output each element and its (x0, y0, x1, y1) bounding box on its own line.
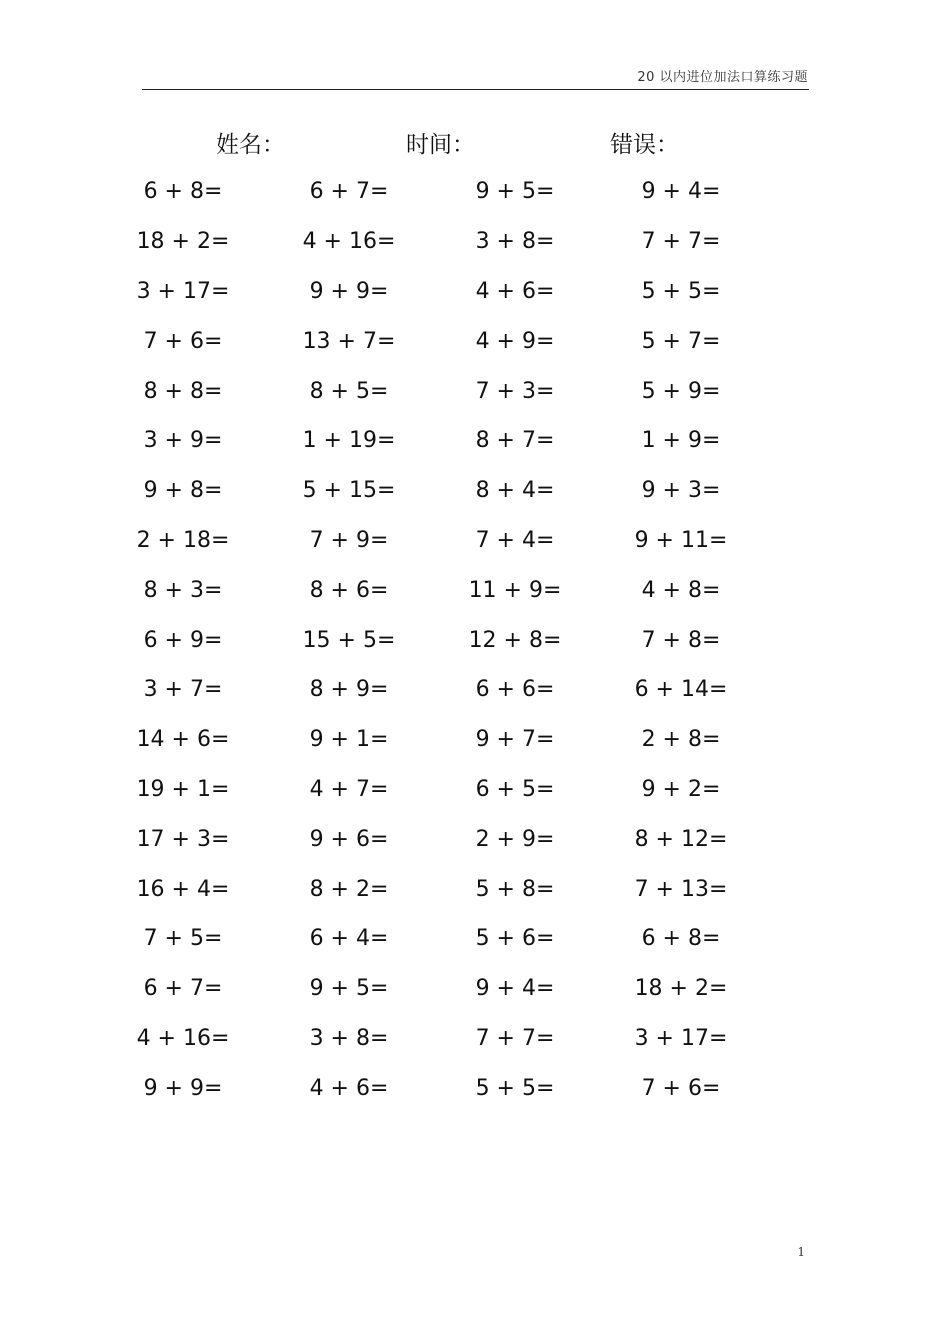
problem-item: 9 + 5= (475, 179, 555, 205)
problem-item: 4 + 7= (309, 776, 389, 802)
problem-item: 11 + 9= (468, 577, 562, 603)
problem-item: 5 + 8= (475, 876, 555, 902)
problem-item: 5 + 9= (641, 378, 721, 404)
problem-item: 6 + 7= (143, 976, 223, 1002)
problem-item: 3 + 7= (143, 677, 223, 703)
problem-item: 4 + 8= (641, 577, 721, 603)
problem-item: 6 + 8= (641, 926, 721, 952)
problem-item: 9 + 9= (309, 278, 389, 304)
problem-row (100, 217, 764, 267)
problem-row (100, 765, 764, 815)
problem-row (100, 167, 764, 217)
problem-item: 8 + 4= (475, 478, 555, 504)
problem-item: 14 + 6= (136, 727, 230, 753)
problem-item: 6 + 8= (143, 179, 223, 205)
problem-grid (100, 167, 764, 1113)
problem-item: 8 + 7= (475, 428, 555, 454)
header-title: 20 以内进位加法口算练习题 (637, 70, 808, 85)
problem-item: 7 + 7= (475, 1025, 555, 1051)
problem-row (100, 864, 764, 914)
problem-item: 9 + 2= (641, 776, 721, 802)
problem-item: 5 + 7= (641, 328, 721, 354)
problem-item: 8 + 3= (143, 577, 223, 603)
problem-item: 6 + 9= (143, 627, 223, 653)
problem-item: 2 + 8= (641, 727, 721, 753)
problem-item: 8 + 8= (143, 378, 223, 404)
problem-item: 4 + 9= (475, 328, 555, 354)
problem-item: 4 + 6= (475, 278, 555, 304)
problem-item: 9 + 5= (309, 976, 389, 1002)
problem-item: 3 + 9= (143, 428, 223, 454)
problem-item: 6 + 4= (309, 926, 389, 952)
problem-row (100, 814, 764, 864)
problem-item: 7 + 9= (309, 527, 389, 553)
problem-row (100, 615, 764, 665)
problem-item: 2 + 18= (136, 527, 230, 553)
problem-item: 4 + 16= (136, 1025, 230, 1051)
problem-item: 8 + 5= (309, 378, 389, 404)
problem-item: 7 + 3= (475, 378, 555, 404)
problem-item: 5 + 15= (302, 478, 396, 504)
problem-item: 3 + 8= (309, 1025, 389, 1051)
problem-item: 13 + 7= (302, 328, 396, 354)
problem-item: 5 + 6= (475, 926, 555, 952)
problem-item: 7 + 5= (143, 926, 223, 952)
problem-item: 9 + 3= (641, 478, 721, 504)
problem-item: 3 + 17= (634, 1025, 728, 1051)
problem-item: 7 + 7= (641, 229, 721, 255)
problem-item: 17 + 3= (136, 826, 230, 852)
problem-row (100, 267, 764, 317)
problem-item: 18 + 2= (634, 976, 728, 1002)
problem-row (100, 316, 764, 366)
problem-item: 7 + 6= (641, 1075, 721, 1101)
problem-item: 9 + 4= (475, 976, 555, 1002)
problem-item: 7 + 6= (143, 328, 223, 354)
problem-item: 15 + 5= (302, 627, 396, 653)
problem-row (100, 964, 764, 1014)
problem-item: 6 + 7= (309, 179, 389, 205)
problem-item: 7 + 13= (634, 876, 728, 902)
problem-item: 9 + 9= (143, 1075, 223, 1101)
problem-item: 7 + 4= (475, 527, 555, 553)
problem-item: 7 + 8= (641, 627, 721, 653)
problem-item: 1 + 19= (302, 428, 396, 454)
problem-item: 9 + 8= (143, 478, 223, 504)
problem-row (100, 1063, 764, 1113)
problem-item: 12 + 8= (468, 627, 562, 653)
problem-row (100, 516, 764, 566)
problem-row (100, 366, 764, 416)
problem-item: 4 + 16= (302, 229, 396, 255)
problem-item: 8 + 6= (309, 577, 389, 603)
problem-item: 16 + 4= (136, 876, 230, 902)
problem-row (100, 565, 764, 615)
problem-row (100, 914, 764, 964)
problem-item: 1 + 9= (641, 428, 721, 454)
problem-item: 9 + 1= (309, 727, 389, 753)
problem-item: 6 + 14= (634, 677, 728, 703)
name-label: 姓名： (216, 132, 285, 158)
problem-row (100, 1014, 764, 1064)
problem-row (100, 466, 764, 516)
problem-item: 3 + 8= (475, 229, 555, 255)
problem-item: 5 + 5= (475, 1075, 555, 1101)
problem-item: 4 + 6= (309, 1075, 389, 1101)
problem-row (100, 416, 764, 466)
time-label: 时间： (406, 132, 475, 158)
problem-item: 9 + 7= (475, 727, 555, 753)
problem-item: 8 + 12= (634, 826, 728, 852)
problem-row (100, 715, 764, 765)
problem-item: 6 + 6= (475, 677, 555, 703)
problem-item: 8 + 9= (309, 677, 389, 703)
problem-item: 3 + 17= (136, 278, 230, 304)
problem-item: 6 + 5= (475, 776, 555, 802)
problem-item: 5 + 5= (641, 278, 721, 304)
problem-item: 9 + 4= (641, 179, 721, 205)
header-divider (142, 89, 809, 90)
problem-row (100, 665, 764, 715)
page-number: 1 (797, 1245, 805, 1259)
problem-item: 19 + 1= (136, 776, 230, 802)
problem-item: 8 + 2= (309, 876, 389, 902)
problem-item: 18 + 2= (136, 229, 230, 255)
problem-item: 2 + 9= (475, 826, 555, 852)
errors-label: 错误： (610, 132, 679, 158)
problem-item: 9 + 6= (309, 826, 389, 852)
problem-item: 9 + 11= (634, 527, 728, 553)
